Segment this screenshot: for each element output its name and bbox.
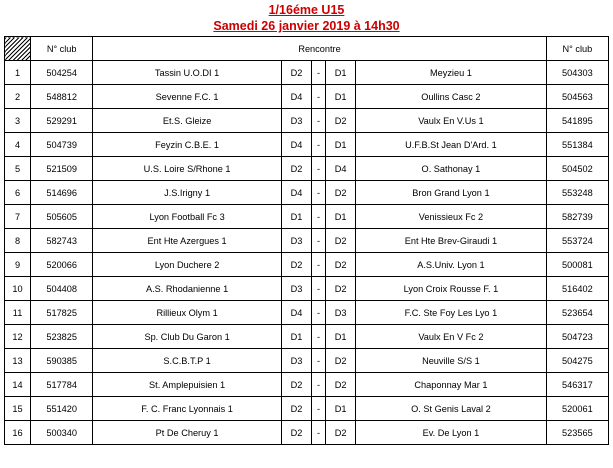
row-team-right: Meyzieu 1: [356, 61, 547, 85]
row-index: 9: [5, 253, 31, 277]
row-division-left: D4: [281, 133, 311, 157]
table-row: [5, 133, 609, 157]
row-club-left: 523825: [31, 325, 93, 349]
row-team-left: U.S. Loire S/Rhone 1: [93, 157, 282, 181]
table-row: [5, 205, 609, 229]
row-dash: -: [311, 301, 325, 325]
row-team-right: U.F.B.St Jean D'Ard. 1: [356, 133, 547, 157]
title-round: 1/16éme U15: [268, 3, 345, 17]
document-title: [4, 3, 609, 34]
row-division-right: D2: [326, 349, 356, 373]
row-index: 10: [5, 277, 31, 301]
row-division-right: D1: [326, 85, 356, 109]
row-club-left: 590385: [31, 349, 93, 373]
row-team-left: J.S.Irigny 1: [93, 181, 282, 205]
row-division-left: D2: [281, 373, 311, 397]
row-division-right: D1: [326, 325, 356, 349]
row-club-right: 504563: [546, 85, 608, 109]
row-club-right: 504502: [546, 157, 608, 181]
row-division-right: D1: [326, 397, 356, 421]
row-team-right: O. Sathonay 1: [356, 157, 547, 181]
row-division-right: D2: [326, 109, 356, 133]
header-club-left: N° club: [31, 37, 93, 61]
row-team-left: Lyon Football Fc 3: [93, 205, 282, 229]
table-row: [5, 157, 609, 181]
row-division-left: D1: [281, 325, 311, 349]
fixtures-body: [5, 61, 609, 445]
row-division-left: D3: [281, 109, 311, 133]
row-club-left: 548812: [31, 85, 93, 109]
row-dash: -: [311, 205, 325, 229]
row-division-left: D4: [281, 181, 311, 205]
table-row: [5, 277, 609, 301]
row-club-left: 504254: [31, 61, 93, 85]
table-row: [5, 325, 609, 349]
row-division-left: D2: [281, 421, 311, 445]
row-dash: -: [311, 85, 325, 109]
row-dash: -: [311, 349, 325, 373]
row-team-left: Ent Hte Azergues 1: [93, 229, 282, 253]
row-dash: -: [311, 253, 325, 277]
row-team-right: Bron Grand Lyon 1: [356, 181, 547, 205]
row-dash: -: [311, 325, 325, 349]
row-team-right: Neuville S/S 1: [356, 349, 547, 373]
row-team-right: Oullins Casc 2: [356, 85, 547, 109]
table-row: [5, 421, 609, 445]
header-match: Rencontre: [93, 37, 546, 61]
row-club-left: 521509: [31, 157, 93, 181]
table-row: [5, 349, 609, 373]
row-index: 12: [5, 325, 31, 349]
row-index: 13: [5, 349, 31, 373]
row-index: 15: [5, 397, 31, 421]
row-team-left: Rillieux Olym 1: [93, 301, 282, 325]
row-team-right: F.C. Ste Foy Les Lyo 1: [356, 301, 547, 325]
row-division-right: D1: [326, 205, 356, 229]
row-division-left: D3: [281, 277, 311, 301]
row-team-right: Ent Hte Brev-Giraudi 1: [356, 229, 547, 253]
row-division-left: D4: [281, 85, 311, 109]
row-club-right: 582739: [546, 205, 608, 229]
row-dash: -: [311, 421, 325, 445]
row-club-right: 516402: [546, 277, 608, 301]
row-index: 4: [5, 133, 31, 157]
row-index: 14: [5, 373, 31, 397]
row-club-right: 546317: [546, 373, 608, 397]
row-club-right: 541895: [546, 109, 608, 133]
row-club-left: 504739: [31, 133, 93, 157]
row-division-right: D1: [326, 133, 356, 157]
row-division-right: D2: [326, 421, 356, 445]
row-team-right: Venissieux Fc 2: [356, 205, 547, 229]
table-row: [5, 85, 609, 109]
row-club-right: 553724: [546, 229, 608, 253]
row-club-right: 553248: [546, 181, 608, 205]
table-row: [5, 253, 609, 277]
row-club-right: 504303: [546, 61, 608, 85]
row-club-left: 517784: [31, 373, 93, 397]
row-division-left: D4: [281, 301, 311, 325]
row-division-right: D4: [326, 157, 356, 181]
row-dash: -: [311, 373, 325, 397]
table-row: [5, 373, 609, 397]
row-team-left: St. Amplepuisien 1: [93, 373, 282, 397]
row-club-right: 504275: [546, 349, 608, 373]
row-division-left: D2: [281, 61, 311, 85]
row-team-left: S.C.B.T.P 1: [93, 349, 282, 373]
row-club-left: 517825: [31, 301, 93, 325]
row-club-right: 551384: [546, 133, 608, 157]
row-index: 6: [5, 181, 31, 205]
row-index: 8: [5, 229, 31, 253]
table-row: [5, 229, 609, 253]
table-row: [5, 109, 609, 133]
row-team-right: Vaulx En V.Us 1: [356, 109, 547, 133]
table-row: [5, 301, 609, 325]
row-team-left: F. C. Franc Lyonnais 1: [93, 397, 282, 421]
row-division-right: D2: [326, 181, 356, 205]
row-team-right: Lyon Croix Rousse F. 1: [356, 277, 547, 301]
row-team-left: Sp. Club Du Garon 1: [93, 325, 282, 349]
fixtures-table: [4, 36, 609, 445]
row-team-left: Lyon Duchere 2: [93, 253, 282, 277]
row-dash: -: [311, 109, 325, 133]
row-team-left: Tassin U.O.DI 1: [93, 61, 282, 85]
row-index: 11: [5, 301, 31, 325]
row-team-left: Pt De Cheruy 1: [93, 421, 282, 445]
header-club-right: N° club: [546, 37, 608, 61]
row-division-right: D1: [326, 61, 356, 85]
table-row: [5, 61, 609, 85]
row-division-right: D2: [326, 373, 356, 397]
title-date: Samedi 26 janvier 2019 à 14h30: [213, 19, 400, 33]
row-division-left: D2: [281, 253, 311, 277]
table-row: [5, 181, 609, 205]
row-dash: -: [311, 181, 325, 205]
row-division-left: D2: [281, 157, 311, 181]
row-division-left: D2: [281, 397, 311, 421]
row-club-right: 523565: [546, 421, 608, 445]
row-club-left: 500340: [31, 421, 93, 445]
row-club-left: 520066: [31, 253, 93, 277]
row-dash: -: [311, 397, 325, 421]
row-index: 1: [5, 61, 31, 85]
row-index: 7: [5, 205, 31, 229]
row-club-right: 504723: [546, 325, 608, 349]
row-dash: -: [311, 157, 325, 181]
row-division-left: D3: [281, 229, 311, 253]
row-team-right: O. St Genis Laval 2: [356, 397, 547, 421]
row-dash: -: [311, 61, 325, 85]
row-division-right: D2: [326, 277, 356, 301]
header-index-hatch: [5, 37, 31, 61]
row-dash: -: [311, 133, 325, 157]
row-team-right: Ev. De Lyon 1: [356, 421, 547, 445]
row-club-left: 504408: [31, 277, 93, 301]
row-index: 3: [5, 109, 31, 133]
row-club-left: 505605: [31, 205, 93, 229]
row-club-left: 514696: [31, 181, 93, 205]
table-header-row: [5, 37, 609, 61]
row-division-right: D2: [326, 229, 356, 253]
row-team-left: Et.S. Gleize: [93, 109, 282, 133]
row-team-left: A.S. Rhodanienne 1: [93, 277, 282, 301]
row-club-right: 500081: [546, 253, 608, 277]
row-division-right: D2: [326, 253, 356, 277]
row-division-right: D3: [326, 301, 356, 325]
row-club-left: 551420: [31, 397, 93, 421]
row-team-left: Sevenne F.C. 1: [93, 85, 282, 109]
row-team-left: Feyzin C.B.E. 1: [93, 133, 282, 157]
row-team-right: A.S.Univ. Lyon 1: [356, 253, 547, 277]
table-row: [5, 397, 609, 421]
row-dash: -: [311, 277, 325, 301]
row-index: 16: [5, 421, 31, 445]
row-team-right: Vaulx En V Fc 2: [356, 325, 547, 349]
row-index: 2: [5, 85, 31, 109]
row-division-left: D1: [281, 205, 311, 229]
row-club-left: 529291: [31, 109, 93, 133]
row-index: 5: [5, 157, 31, 181]
row-team-right: Chaponnay Mar 1: [356, 373, 547, 397]
row-club-right: 523654: [546, 301, 608, 325]
row-club-right: 520061: [546, 397, 608, 421]
row-dash: -: [311, 229, 325, 253]
row-club-left: 582743: [31, 229, 93, 253]
row-division-left: D3: [281, 349, 311, 373]
